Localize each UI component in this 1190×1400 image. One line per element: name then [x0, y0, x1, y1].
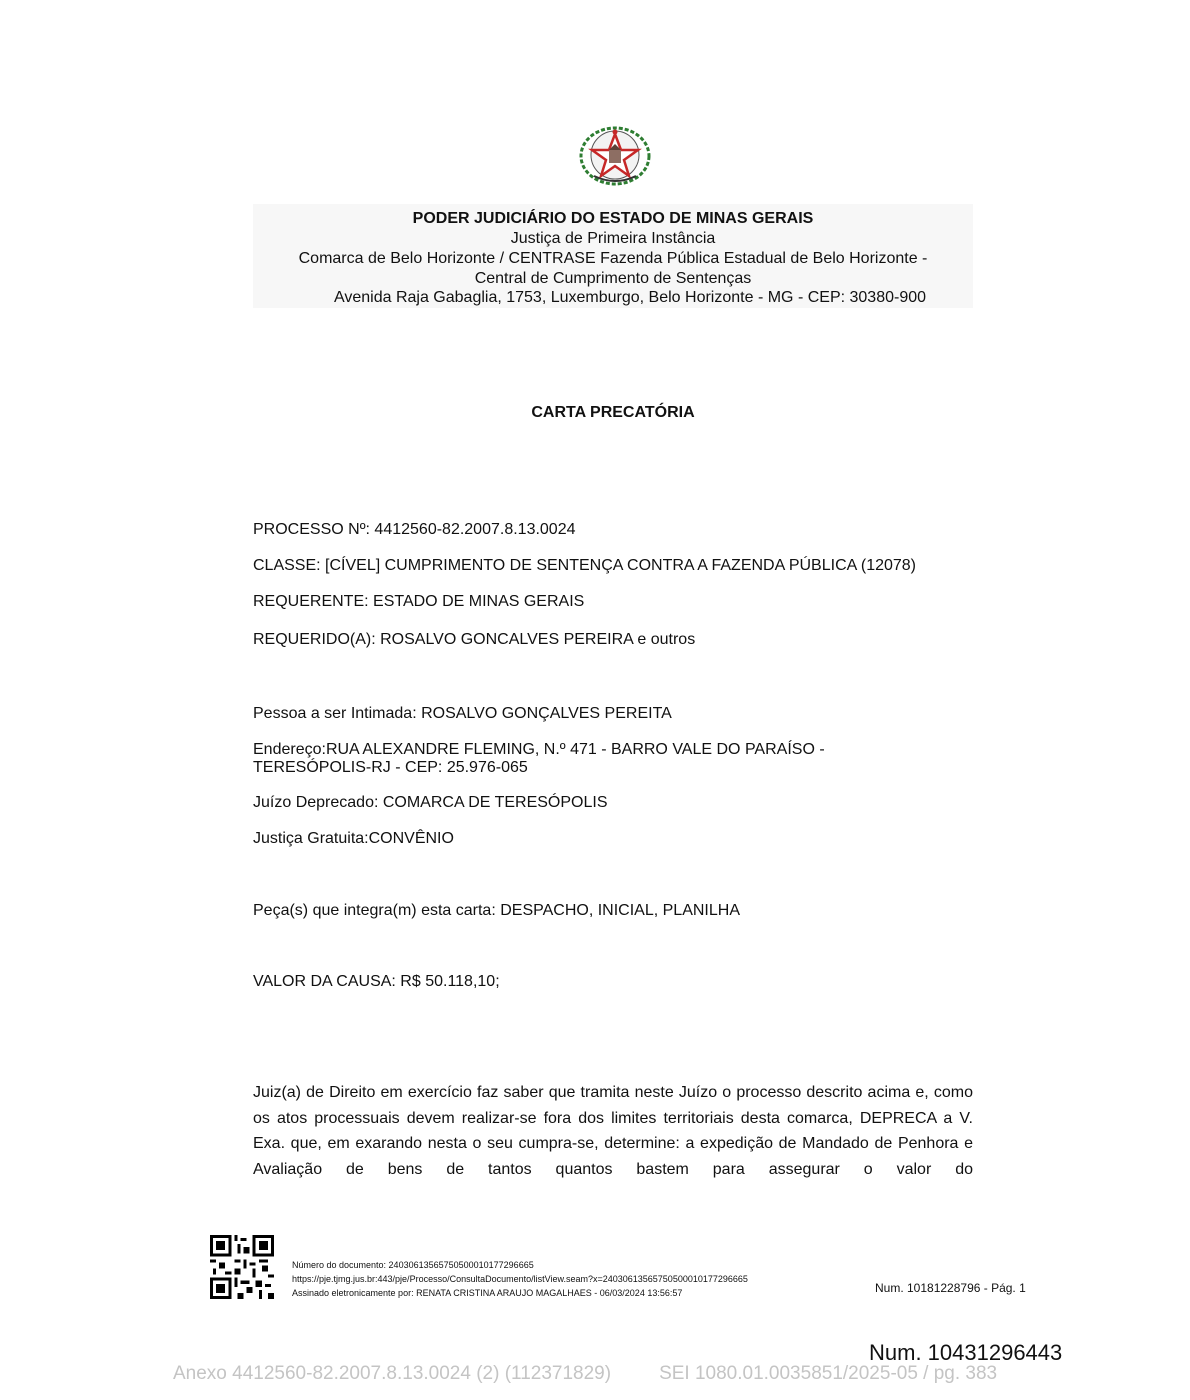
document-url[interactable]: https://pje.tjmg.jus.br:443/pje/Processo/ConsultaDocumento/listView.seam?x=24030613565750500010177296665: [292, 1274, 748, 1284]
document-title: CARTA PRECATÓRIA: [531, 404, 695, 421]
document-number: Número do documento: 24030613565750500010177296665: [292, 1260, 534, 1270]
sei-reference: SEI 1080.01.0035851/2025-05 / pg. 383: [659, 1363, 998, 1384]
endereco-line-2: TERESÓPOLIS-RJ - CEP: 25.976-065: [253, 759, 528, 776]
juizo-field: Juízo Deprecado: COMARCA DE TERESÓPOLIS: [253, 794, 608, 811]
classe-field: CLASSE: [CÍVEL] CUMPRIMENTO DE SENTENÇA CONTRA A FAZENDA PÚBLICA (12078): [253, 557, 917, 574]
requerido-field: REQUERIDO(A): ROSALVO GONCALVES PEREIRA e outros: [253, 631, 696, 648]
body-paragraph: Juiz(a) de Direito em exercício faz saber que tramita neste Juízo o processo descrito acima e, como os atos processuais devem realizar-se fora dos limites territoriais desta comarca, DEPRECA a V. Exa. que, em exarando nesta o seu cumpra-se, determine: a expedição de Mandado de Penhora e Avaliação de bens de tantos quantos bastem para assegurar o valor do: [253, 1084, 973, 1178]
endereco-line-1: Endereço:RUA ALEXANDRE FLEMING, N.º 471 - BARRO VALE DO PARAÍSO -: [253, 741, 825, 758]
processo-field: PROCESSO Nº: 4412560-82.2007.8.13.0024: [253, 521, 576, 538]
signature-line: Assinado eletronicamente por: RENATA CRISTINA ARAUJO MAGALHAES - 06/03/2024 13:56:57: [292, 1288, 683, 1298]
requerente-field: REQUERENTE: ESTADO DE MINAS GERAIS: [253, 593, 585, 610]
justica-gratuita-field: Justiça Gratuita:CONVÊNIO: [253, 830, 454, 847]
page-reference: Num. 10181228796 - Pág. 1: [875, 1281, 1026, 1295]
central-line: Central de Cumprimento de Sentenças: [474, 270, 752, 287]
coat-of-arms-icon: [578, 126, 652, 186]
comarca-line: Comarca de Belo Horizonte / CENTRASE Fazenda Pública Estadual de Belo Horizonte -: [298, 250, 928, 267]
annex-reference: Anexo 4412560-82.2007.8.13.0024 (2) (112371829): [173, 1363, 612, 1384]
address-line: Avenida Raja Gabaglia, 1753, Luxemburgo, Belo Horizonte - MG - CEP: 30380-900: [333, 289, 927, 306]
court-name: PODER JUDICIÁRIO DO ESTADO DE MINAS GERAIS: [412, 210, 814, 227]
pecas-field: Peça(s) que integra(m) esta carta: DESPACHO, INICIAL, PLANILHA: [253, 902, 740, 919]
instance-line: Justiça de Primeira Instância: [510, 230, 716, 247]
qr-code-icon: [210, 1235, 274, 1299]
valor-causa-field: VALOR DA CAUSA: R$ 50.118,10;: [253, 973, 500, 990]
pessoa-field: Pessoa a ser Intimada: ROSALVO GONÇALVES PEREITA: [253, 705, 672, 722]
stamp-number: Num. 10431296443: [869, 1340, 1063, 1365]
annex-line: [173, 1363, 997, 1385]
